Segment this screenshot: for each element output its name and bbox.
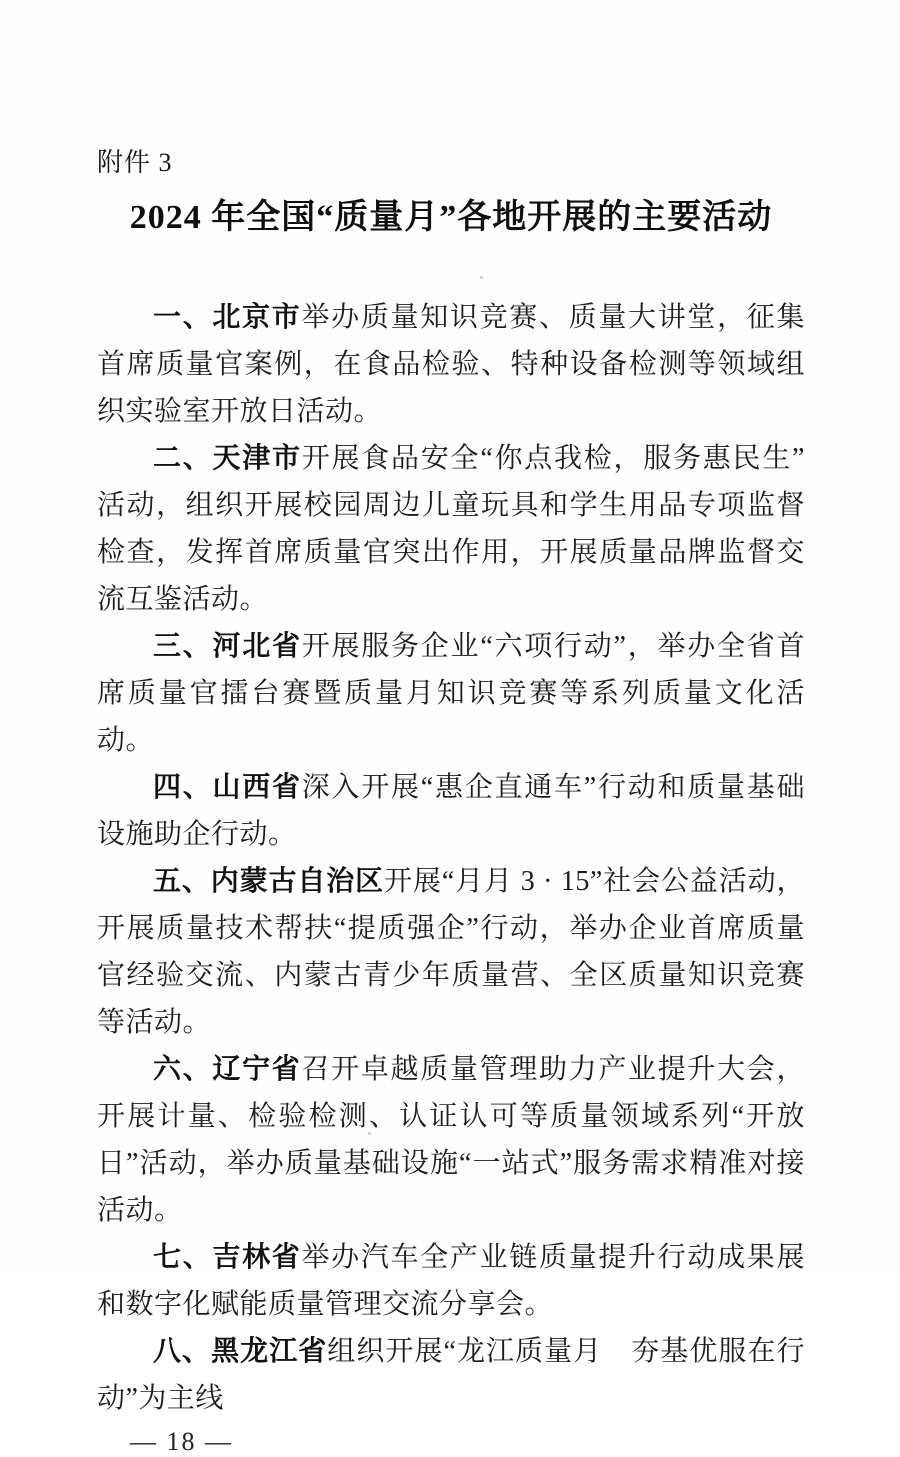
page-number: — 18 — (130, 1427, 233, 1456)
paragraph-7 (97, 1234, 805, 1328)
paragraph-7-text: 举办汽车全产业链质量提升行动成果展和数字化赋能质量管理交流分享会。 (97, 1242, 805, 1320)
paragraph-8 (97, 1328, 805, 1422)
paragraph-5-text: 开展“月月 3 · 15”社会公益活动，开展质量技术帮扶“提质强企”行动，举办企业首席质量官经验交流、内蒙古青少年质量营、全区质量知识竞赛等活动。 (97, 866, 805, 1038)
paragraph-3-text: 开展服务企业“六项行动”，举办全省首席质量官擂台赛暨质量月知识竞赛等系列质量文化活动。 (97, 631, 805, 756)
paragraph-5-lead: 五、内蒙古自治区 (153, 866, 385, 897)
attachment-label: 附件 3 (97, 148, 173, 177)
paragraph-8-text: 组织开展“龙江质量月 夯基优服在行动”为主线 (97, 1336, 805, 1414)
paragraph-1-text: 举办质量知识竞赛、质量大讲堂，征集首席质量官案例，在食品检验、特种设备检测等领域组织实验室开放日活动。 (97, 302, 805, 427)
paragraph-5 (97, 858, 805, 1046)
paragraph-4 (97, 764, 805, 858)
paragraph-6-lead: 六、辽宁省 (153, 1054, 302, 1085)
paragraph-3-lead: 三、河北省 (153, 631, 302, 662)
paragraph-1-lead: 一、北京市 (153, 302, 302, 333)
paragraph-6 (97, 1046, 805, 1234)
paragraph-6-text: 召开卓越质量管理助力产业提升大会，开展计量、检验检测、认证认可等质量领域系列“开放日”活动，举办质量基础设施“一站式”服务需求精准对接活动。 (97, 1054, 805, 1226)
paragraph-2-text: 开展食品安全“你点我检，服务惠民生”活动，组织开展校园周边儿童玩具和学生用品专项监督检查，发挥首席质量官突出作用，开展质量品牌监督交流互鉴活动。 (97, 443, 805, 615)
paragraph-3 (97, 623, 805, 764)
paragraph-8-lead: 八、黑龙江省 (153, 1336, 328, 1367)
paragraph-7-lead: 七、吉林省 (153, 1242, 302, 1273)
paragraph-4-text: 深入开展“惠企直通车”行动和质量基础设施助企行动。 (97, 772, 805, 850)
scan-speck (480, 276, 483, 279)
document-body (97, 294, 805, 1422)
paragraph-2 (97, 435, 805, 623)
paragraph-1 (97, 294, 805, 435)
scan-speck (368, 1132, 371, 1135)
paragraph-2-lead: 二、天津市 (153, 443, 302, 474)
paragraph-4-lead: 四、山西省 (153, 772, 302, 803)
scan-speck (561, 641, 563, 643)
page-title: 2024 年全国“质量月”各地开展的主要活动 (129, 199, 773, 236)
